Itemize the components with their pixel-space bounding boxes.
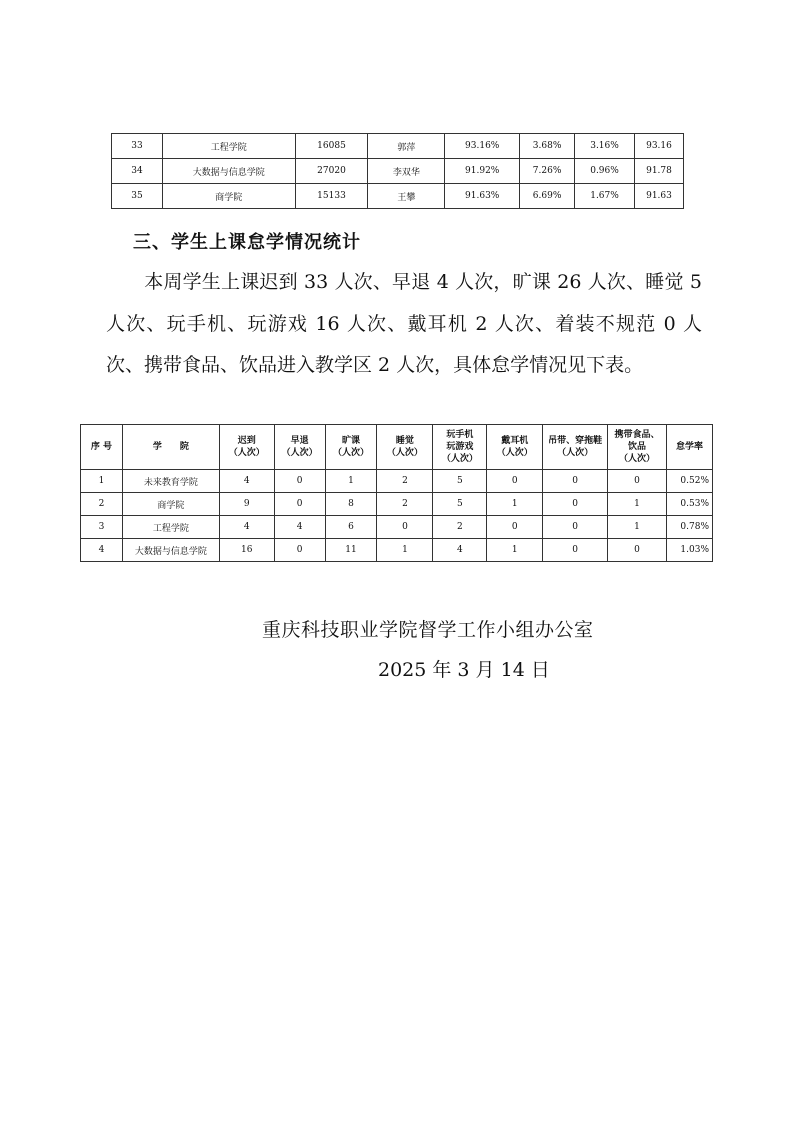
summary-text: 本周学生上课迟到 33 人次、早退 4 人次，旷课 26 人次、睡觉 5 人次、玩手机、玩游戏 16 人次、戴耳机 2 人次、着装不规范 0 人次、携带食品、饮品进入教学区 2 人次，具体怠学情况见下表。 <box>106 271 702 376</box>
table-cell: 16 <box>219 539 274 562</box>
column-header: 迟到 （人次） <box>219 425 274 470</box>
table-cell: 1 <box>325 470 377 493</box>
table-cell: 1 <box>81 470 123 493</box>
table-cell: 93.16% <box>445 134 520 159</box>
table-cell: 35 <box>112 184 163 209</box>
table-cell: 33 <box>112 134 163 159</box>
table-cell: 0 <box>274 493 325 516</box>
table-cell: 91.78 <box>634 159 683 184</box>
column-header: 序 号 <box>81 425 123 470</box>
table-cell: 8 <box>325 493 377 516</box>
table-row <box>112 159 684 184</box>
table-cell: 大数据与信息学院 <box>122 539 219 562</box>
table-cell: 93.16 <box>634 134 683 159</box>
table-cell: 未来教育学院 <box>122 470 219 493</box>
table-cell: 1 <box>608 516 667 539</box>
column-header: 携带食品、 饮品 （人次） <box>608 425 667 470</box>
table-cell: 4 <box>433 539 487 562</box>
table-cell: 7.26% <box>520 159 575 184</box>
table-cell: 0.52% <box>666 470 712 493</box>
summary-paragraph <box>106 262 702 387</box>
table-cell: 0 <box>608 470 667 493</box>
table-cell: 0.96% <box>575 159 635 184</box>
table-row <box>112 134 684 159</box>
table-cell: 1 <box>487 539 543 562</box>
table-cell: 王攀 <box>368 184 445 209</box>
table-cell: 2 <box>377 470 433 493</box>
column-header: 睡觉 （人次） <box>377 425 433 470</box>
table-cell: 0 <box>543 539 608 562</box>
table-cell: 0 <box>487 516 543 539</box>
table-cell: 大数据与信息学院 <box>162 159 295 184</box>
signature-office: 重庆科技职业学院督学工作小组办公室 <box>262 619 594 641</box>
table-cell: 0 <box>487 470 543 493</box>
table-row <box>81 470 713 493</box>
column-header: 怠学率 <box>666 425 712 470</box>
table-cell: 9 <box>219 493 274 516</box>
table-cell: 1.67% <box>575 184 635 209</box>
table-cell: 工程学院 <box>122 516 219 539</box>
table-cell: 27020 <box>295 159 368 184</box>
table-cell: 1.03% <box>666 539 712 562</box>
table-cell: 2 <box>81 493 123 516</box>
table-cell: 0 <box>274 470 325 493</box>
column-header: 戴耳机 （人次） <box>487 425 543 470</box>
table-cell: 91.92% <box>445 159 520 184</box>
table-cell: 91.63% <box>445 184 520 209</box>
table-cell: 0 <box>377 516 433 539</box>
inspection-score-table <box>111 133 684 209</box>
column-header: 吊带、穿拖鞋 （人次） <box>543 425 608 470</box>
table-cell: 0.53% <box>666 493 712 516</box>
table-cell: 4 <box>219 516 274 539</box>
table-cell: 6 <box>325 516 377 539</box>
table-cell: 2 <box>377 493 433 516</box>
table-cell: 0 <box>543 470 608 493</box>
table-cell: 3.68% <box>520 134 575 159</box>
table-row <box>112 184 684 209</box>
table-cell: 0 <box>608 539 667 562</box>
table-cell: 商学院 <box>162 184 295 209</box>
table-cell: 5 <box>433 470 487 493</box>
table-row <box>81 493 713 516</box>
table-cell: 工程学院 <box>162 134 295 159</box>
table-cell: 0.78% <box>666 516 712 539</box>
section-title: 三、学生上课怠学情况统计 <box>133 232 361 253</box>
column-header: 早退 （人次） <box>274 425 325 470</box>
table-cell: 4 <box>219 470 274 493</box>
table-cell: 3.16% <box>575 134 635 159</box>
table-cell: 0 <box>543 516 608 539</box>
table-cell: 4 <box>81 539 123 562</box>
table-cell: 李双华 <box>368 159 445 184</box>
signature-date: 2025 年 3 月 14 日 <box>378 659 550 681</box>
table-cell: 0 <box>274 539 325 562</box>
table-cell: 15133 <box>295 184 368 209</box>
table-cell: 1 <box>608 493 667 516</box>
truancy-statistics-table <box>80 424 713 562</box>
table-cell: 商学院 <box>122 493 219 516</box>
table-cell: 91.63 <box>634 184 683 209</box>
table-cell: 1 <box>487 493 543 516</box>
table-cell: 郭萍 <box>368 134 445 159</box>
column-header: 玩手机 玩游戏 （人次） <box>433 425 487 470</box>
table-cell: 11 <box>325 539 377 562</box>
table-cell: 5 <box>433 493 487 516</box>
table-cell: 34 <box>112 159 163 184</box>
table-row <box>81 516 713 539</box>
table-header-row <box>81 425 713 470</box>
table-cell: 16085 <box>295 134 368 159</box>
column-header: 学 院 <box>122 425 219 470</box>
column-header: 旷课 （人次） <box>325 425 377 470</box>
table-row <box>81 539 713 562</box>
table-cell: 6.69% <box>520 184 575 209</box>
table-cell: 3 <box>81 516 123 539</box>
table-cell: 4 <box>274 516 325 539</box>
table-cell: 0 <box>543 493 608 516</box>
table-cell: 2 <box>433 516 487 539</box>
table-cell: 1 <box>377 539 433 562</box>
